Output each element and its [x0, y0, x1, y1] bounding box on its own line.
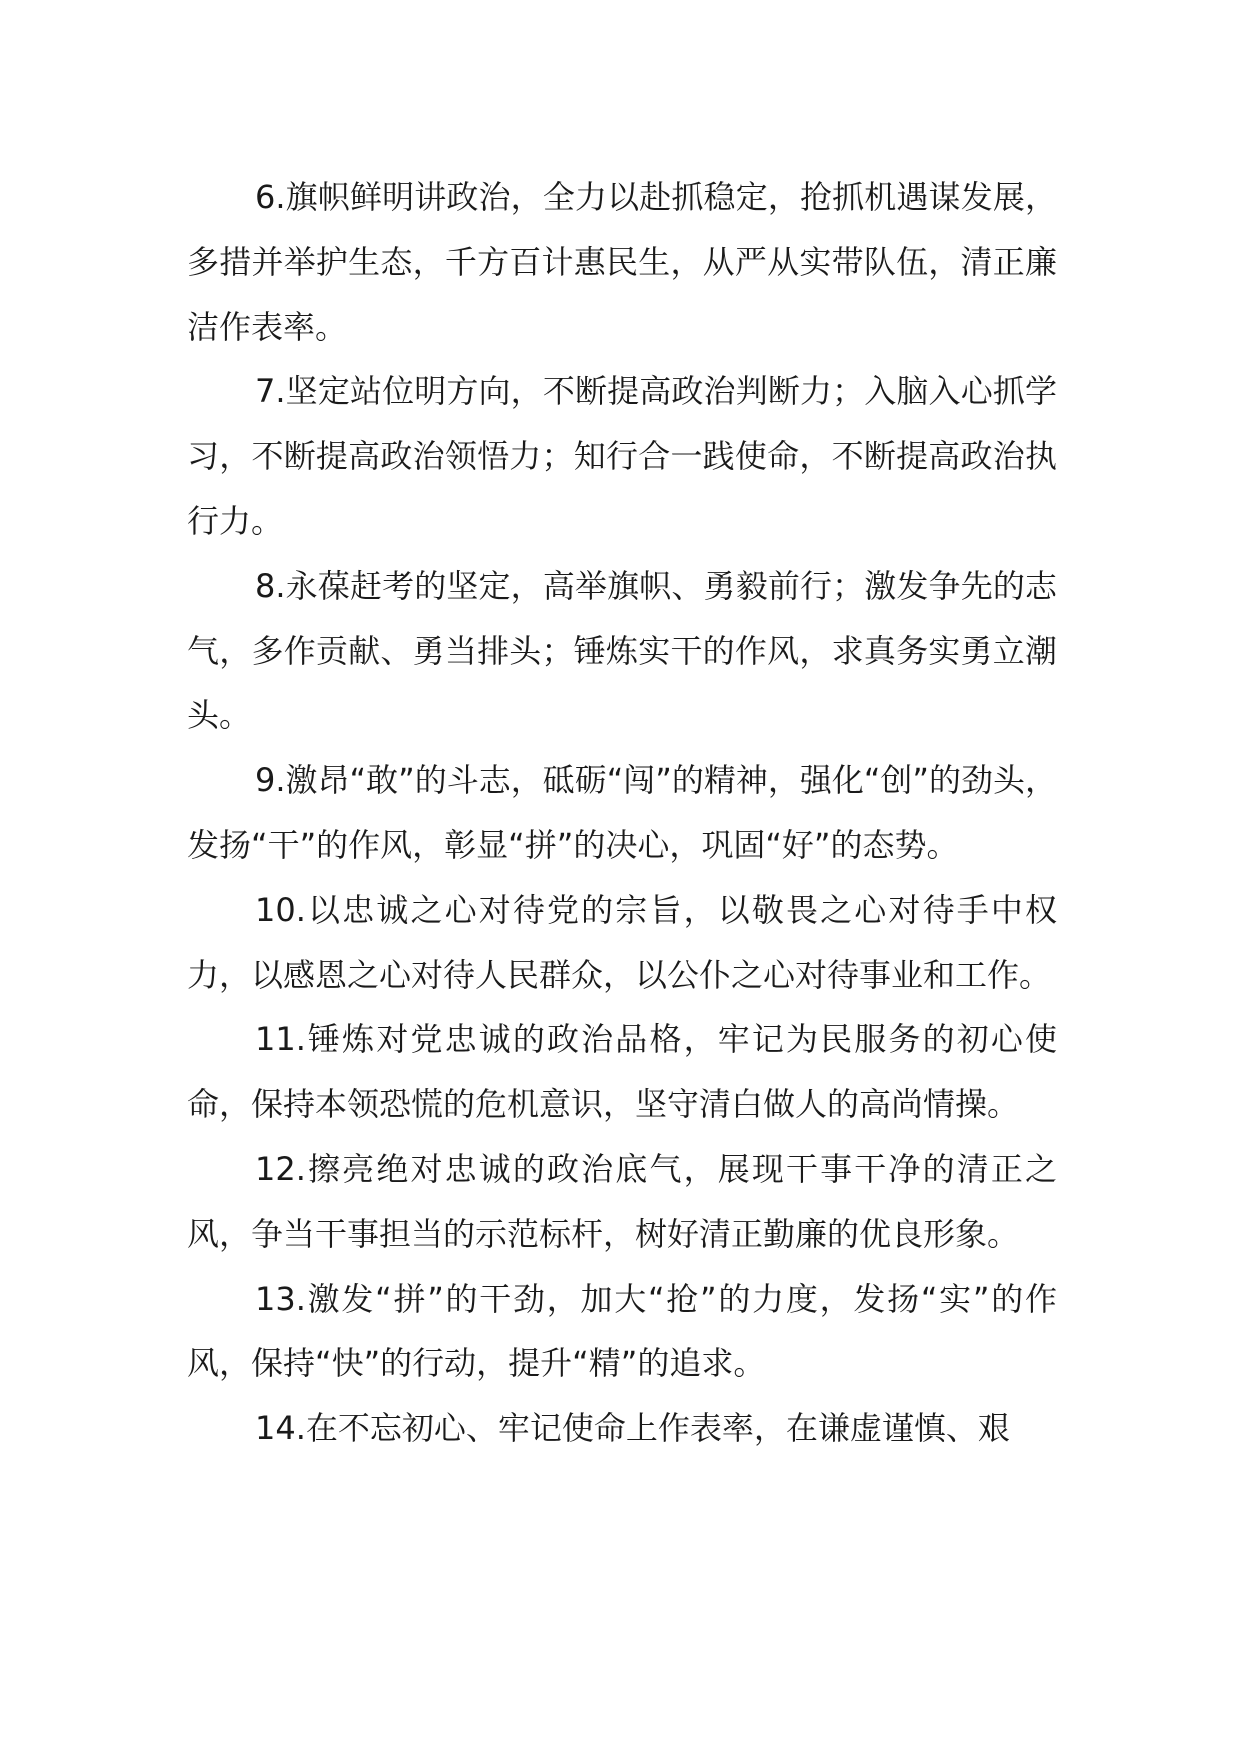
paragraph-8: 8.永葆赶考的坚定，高举旗帜、勇毅前行；激发争先的志气，多作贡献、勇当排头；锤炼实干的作风，求真务实勇立潮头。	[187, 566, 1057, 735]
paragraph-6: 6.旗帜鲜明讲政治，全力以赴抓稳定，抢抓机遇谋发展，多措并举护生态，千方百计惠民生，从严从实带队伍，清正廉洁作表率。	[187, 178, 1057, 346]
document-body	[187, 165, 1057, 1461]
paragraph-13: 13.激发“拼”的干劲，加大“抢”的力度，发扬“实”的作风，保持“快”的行动，提升“精”的追求。	[187, 1279, 1057, 1383]
paragraph-7: 7.坚定站位明方向，不断提高政治判断力；入脑入心抓学习，不断提高政治领悟力；知行合一践使命，不断提高政治执行力。	[187, 372, 1057, 540]
paragraph-14: 14.在不忘初心、牢记使命上作表率，在谦虚谨慎、艰	[255, 1409, 1010, 1448]
paragraph-10: 10.以忠诚之心对待党的宗旨，以敬畏之心对待手中权力，以感恩之心对待人民群众，以公仆之心对待事业和工作。	[187, 890, 1057, 994]
paragraph-9: 9.激昂“敢”的斗志，砥砺“闯”的精神，强化“创”的劲头，发扬“干”的作风，彰显“拼”的决心，巩固“好”的态势。	[187, 761, 1058, 864]
paragraph-11: 11.锤炼对党忠诚的政治品格，牢记为民服务的初心使命，保持本领恐慌的危机意识，坚守清白做人的高尚情操。	[187, 1020, 1057, 1124]
paragraph-12: 12.擦亮绝对忠诚的政治底气，展现干事干净的清正之风，争当干事担当的示范标杆，树好清正勤廉的优良形象。	[187, 1149, 1057, 1253]
